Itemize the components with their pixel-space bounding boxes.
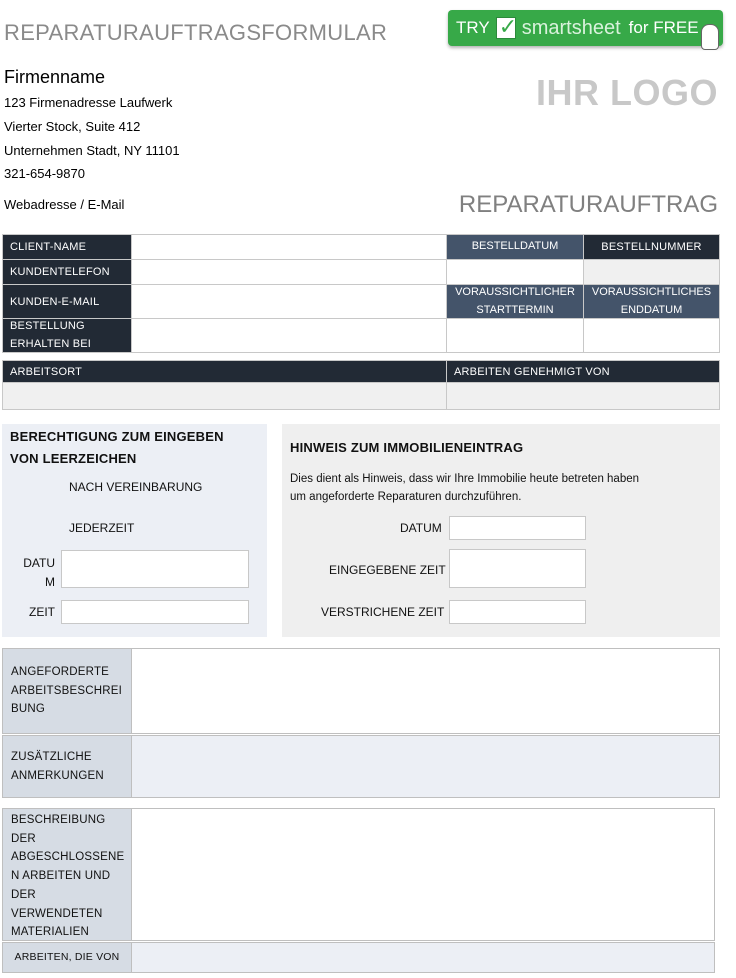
anytime-option[interactable]: JEDERZEIT <box>69 521 135 535</box>
requested-work-label-line-3: BUNG <box>11 703 46 716</box>
pointer-hand-icon <box>701 24 719 50</box>
completed-work-input[interactable] <box>131 808 715 941</box>
notice-date-input[interactable] <box>449 516 586 540</box>
company-address-line-1: 123 Firmenadresse Laufwerk <box>4 95 173 110</box>
smartsheet-check-icon <box>496 17 516 39</box>
completed-work-label-line-3: ABGESCHLOSSENE <box>11 851 125 864</box>
work-performed-by-label: ARBEITEN, DIE VON <box>2 942 132 973</box>
order-date-label: BESTELLDATUM <box>446 234 584 260</box>
notice-date-label: DATUM <box>400 521 442 535</box>
elapsed-time-label: VERSTRICHENE ZEIT <box>321 605 445 619</box>
order-number-input[interactable] <box>583 259 720 285</box>
completed-work-label-line-6: VERWENDETEN <box>11 907 103 920</box>
order-number-label: BESTELLNUMMER <box>583 234 720 260</box>
customer-phone-input[interactable] <box>131 259 447 285</box>
expected-start-date-label-line-1: VORAUSSICHTLICHER <box>455 286 575 299</box>
work-site-input[interactable] <box>2 382 447 410</box>
company-address-line-2: Vierter Stock, Suite 412 <box>4 119 141 134</box>
permission-date-label-line-2: M <box>45 574 55 589</box>
expected-end-date-label <box>583 284 720 319</box>
work-performed-by-input[interactable] <box>131 942 715 973</box>
work-site-label: ARBEITSORT <box>2 360 447 383</box>
permission-title <box>10 426 224 470</box>
requested-work-label-line-1: ANGEFORDERTE <box>11 665 110 678</box>
requested-work-label-line-2: ARBEITSBESCHREI <box>11 684 122 697</box>
client-name-label: CLIENT-NAME <box>2 234 132 260</box>
company-address-line-3: Unternehmen Stadt, NY 11101 <box>4 143 180 158</box>
permission-time-input[interactable] <box>61 600 249 624</box>
expected-end-date-input[interactable] <box>583 318 720 353</box>
completed-work-label-line-2: DER <box>11 832 36 845</box>
entered-time-label: EINGEGEBENE ZEIT <box>329 563 446 577</box>
order-received-by-label <box>2 318 132 353</box>
expected-start-date-label-line-2: STARTTERMIN <box>476 303 554 316</box>
order-received-by-label-line-1: BESTELLUNG <box>10 320 85 333</box>
permission-date-input[interactable] <box>61 550 249 588</box>
cta-try-label: TRY <box>456 18 490 37</box>
expected-end-date-label-line-1: VORAUSSICHTLICHES <box>591 286 712 299</box>
requested-work-label <box>2 648 132 734</box>
notice-text-line-1: Dies dient als Hinweis, dass wir Ihre Immobilie heute betreten haben <box>290 473 640 485</box>
permission-date-label <box>22 554 55 591</box>
customer-email-input[interactable] <box>131 284 447 319</box>
work-approved-by-label: ARBEITEN GENEHMIGT VON <box>446 360 720 383</box>
completed-work-label-line-4: N ARBEITEN UND <box>11 870 111 883</box>
expected-start-date-label <box>446 284 584 319</box>
cta-free-label: for FREE <box>628 18 699 37</box>
entered-time-input[interactable] <box>449 549 586 588</box>
completed-work-label-line-7: MATERIALIEN <box>11 926 90 939</box>
document-title: REPARATURAUFTRAG <box>458 191 718 218</box>
additional-notes-label-line-1: ZUSÄTZLICHE <box>11 750 92 763</box>
expected-end-date-label-line-2: ENDDATUM <box>620 303 683 316</box>
notice-title: HINWEIS ZUM IMMOBILIENEINTRAG <box>290 440 524 455</box>
elapsed-time-input[interactable] <box>449 600 586 624</box>
cta-brand-label: smartsheet <box>521 16 621 39</box>
completed-work-label <box>2 808 132 941</box>
page-title: REPARATURAUFTRAGSFORMULAR <box>4 20 388 45</box>
customer-email-label: KUNDEN-E-MAIL <box>2 284 132 319</box>
client-name-input[interactable] <box>131 234 447 260</box>
notice-text <box>290 470 639 507</box>
requested-work-input[interactable] <box>131 648 720 734</box>
company-name: Firmenname <box>4 67 106 87</box>
permission-time-label: ZEIT <box>29 605 55 619</box>
completed-work-label-line-1: BESCHREIBUNG <box>11 814 106 826</box>
additional-notes-label-line-2: ANMERKUNGEN <box>11 769 104 782</box>
permission-title-line-2: VON LEERZEICHEN <box>10 451 137 467</box>
order-date-input[interactable] <box>446 259 584 285</box>
expected-start-date-input[interactable] <box>446 318 584 353</box>
notice-text-line-2: um angeforderte Reparaturen durchzuführen. <box>290 491 522 504</box>
company-web: Webadresse / E-Mail <box>4 197 125 212</box>
order-received-by-input[interactable] <box>131 318 447 353</box>
by-arrangement-option[interactable]: NACH VEREINBARUNG <box>69 480 203 494</box>
try-smartsheet-button[interactable] <box>448 10 723 46</box>
completed-work-label-line-5: DER <box>11 888 36 901</box>
additional-notes-label <box>2 735 132 798</box>
order-received-by-label-line-2: ERHALTEN BEI <box>10 337 92 350</box>
permission-date-label-line-1: DATU <box>23 556 55 570</box>
customer-phone-label: KUNDENTELEFON <box>2 259 132 285</box>
company-phone: 321-654-9870 <box>4 166 85 181</box>
work-approved-by-input[interactable] <box>446 382 720 410</box>
additional-notes-input[interactable] <box>131 735 720 798</box>
permission-title-line-1: BERECHTIGUNG ZUM EINGEBEN <box>10 429 224 444</box>
logo-placeholder: IHR LOGO <box>536 72 718 113</box>
